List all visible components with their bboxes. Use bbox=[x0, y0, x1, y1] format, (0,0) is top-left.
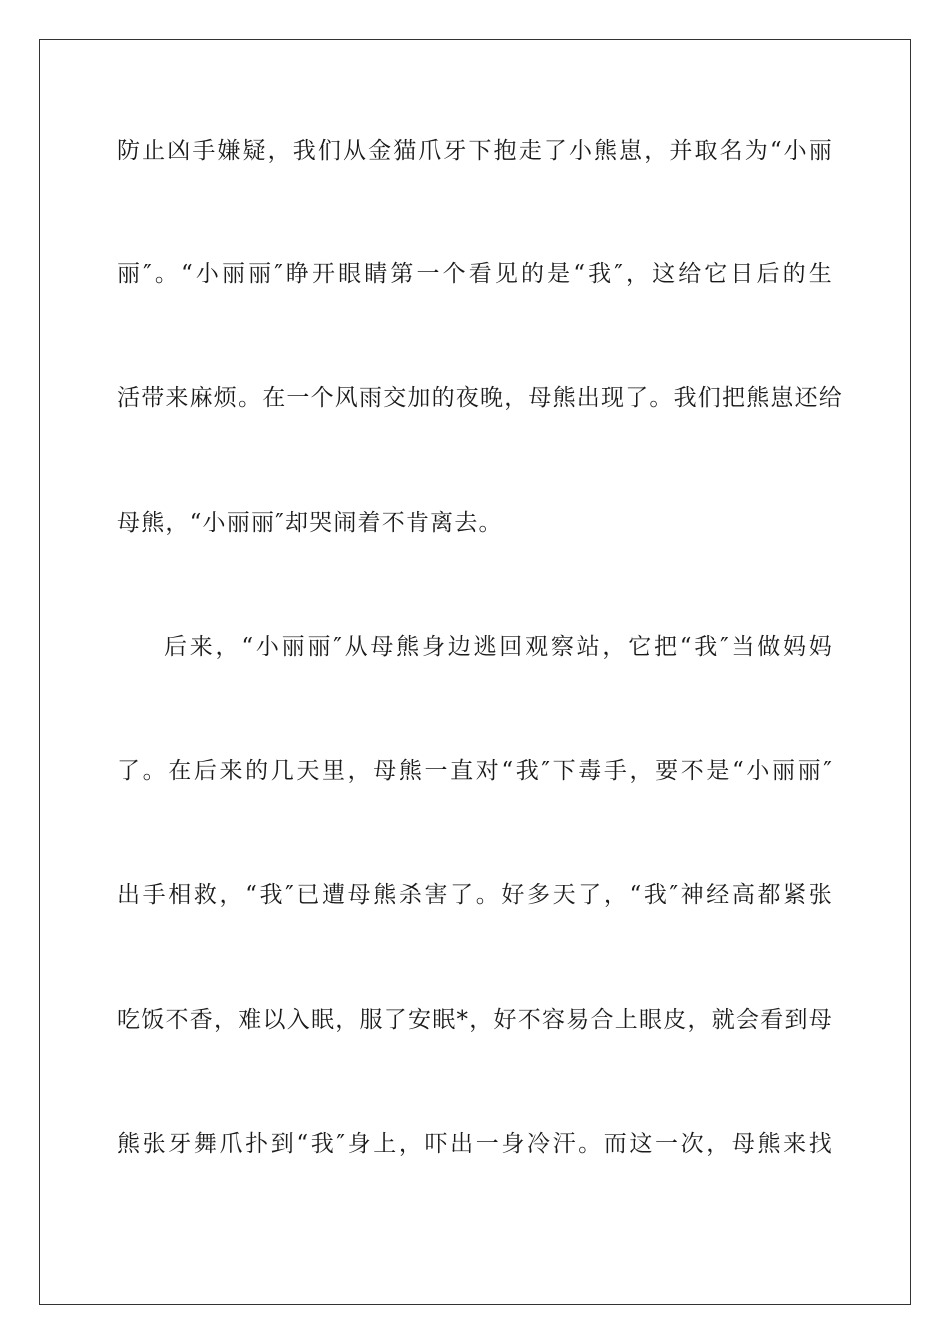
text-line-4: 母熊，“小丽丽″却哭闹着不肯离去。 bbox=[117, 510, 503, 536]
text-line-6: 了。在后来的几天里，母熊一直对“我″下毒手，要不是“小丽丽″ bbox=[117, 758, 833, 784]
text-line-7: 出手相救，“我″已遭母熊杀害了。好多天了，“我″神经高都紧张 bbox=[117, 882, 833, 908]
text-line-8: 吃饭不香，难以入眠，服了安眠*，好不容易合上眼皮，就会看到母 bbox=[117, 1007, 833, 1033]
text-line-2: 丽″。“小丽丽″睁开眼睛第一个看见的是“我″，这给它日后的生 bbox=[117, 261, 833, 287]
text-line-3: 活带来麻烦。在一个风雨交加的夜晚，母熊出现了。我们把熊崽还给 bbox=[117, 385, 843, 411]
page-frame bbox=[39, 39, 911, 1305]
text-line-9: 熊张牙舞爪扑到“我″身上，吓出一身冷汗。而这一次，母熊来找 bbox=[117, 1131, 833, 1157]
text-line-5: 后来，“小丽丽″从母熊身边逃回观察站，它把“我″当做妈妈 bbox=[164, 634, 833, 660]
text-line-1: 防止凶手嫌疑，我们从金猫爪牙下抱走了小熊崽，并取名为“小丽 bbox=[117, 138, 833, 164]
